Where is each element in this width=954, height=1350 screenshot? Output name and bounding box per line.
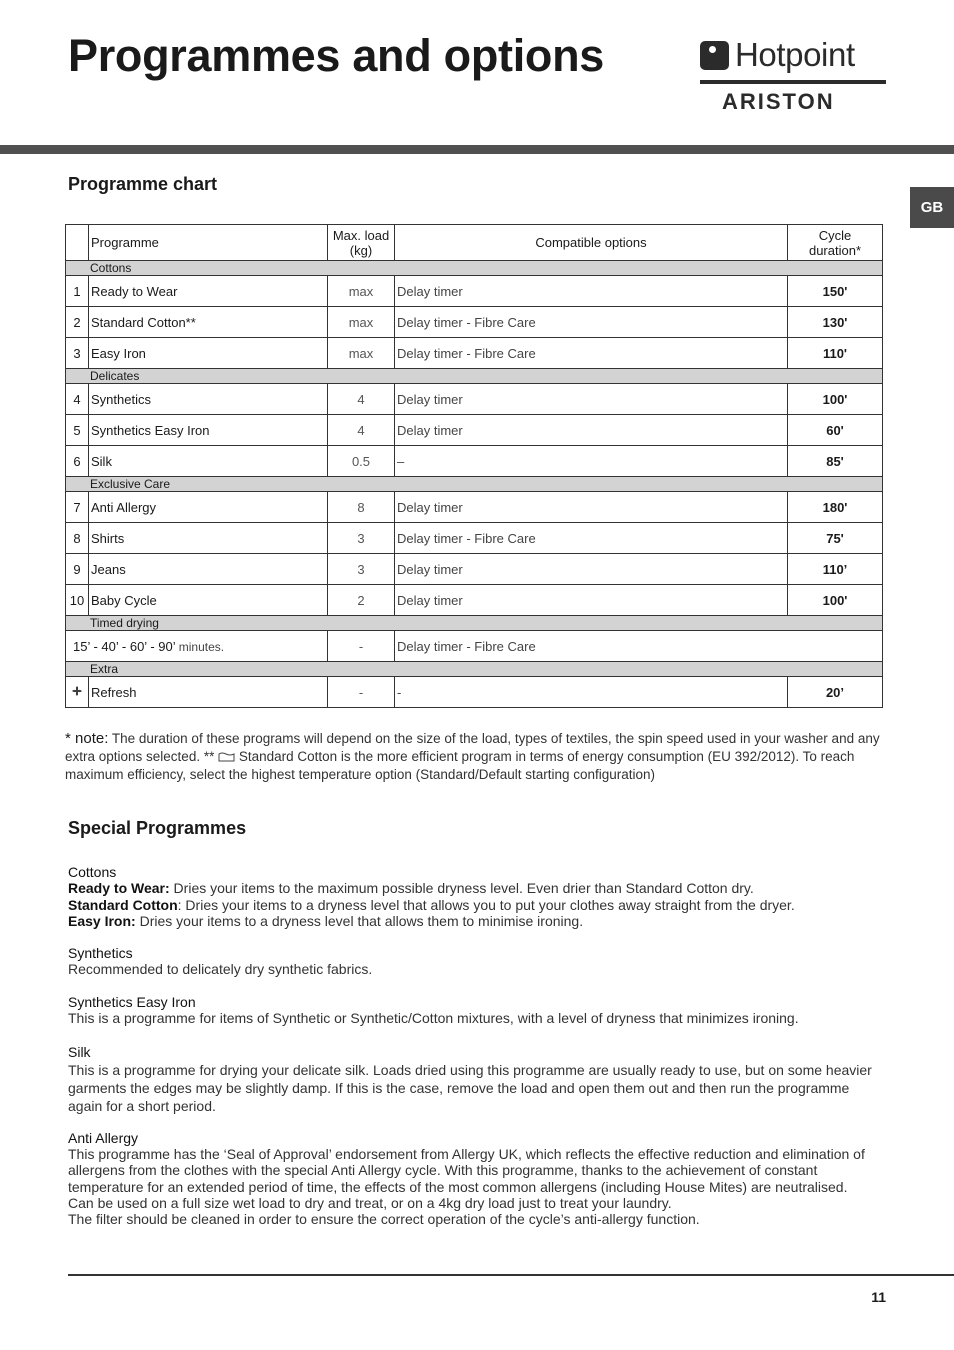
table-row-timed-drying: 15’ - 40’ - 60’ - 90’ minutes. - Delay timer - Fibre Care	[66, 631, 883, 662]
page-title: Programmes and options	[68, 30, 604, 81]
table-row: 1 Ready to Wear max Delay timer 150'	[66, 276, 883, 307]
language-tab: GB	[910, 187, 954, 228]
chart-footnote: * note: The duration of these programs will depend on the size of the load, types of textiles, the spin speed used in your washer and any extra options selected. ** Standard Cotton is the more efficient program in terms of energy consumption (EU 392/2012). To reach maximum efficiency, select the highest temperature option (Standard/Default starting configuration)	[65, 730, 880, 782]
brand-logo	[700, 38, 886, 118]
col-header-duration: Cycle duration*	[788, 225, 883, 261]
section-synthetics: Synthetics	[68, 945, 133, 962]
hotpoint-mark-icon	[700, 41, 729, 70]
logo-ariston-text: ARISTON	[722, 89, 835, 114]
table-row: 7 Anti Allergy 8 Delay timer 180'	[66, 492, 883, 523]
col-header-options: Compatible options	[395, 225, 788, 261]
col-header-load: Max. load (kg)	[328, 225, 395, 261]
table-group-row: Timed drying	[66, 616, 883, 631]
table-row: 3 Easy Iron max Delay timer - Fibre Care 110'	[66, 338, 883, 369]
header-rule	[0, 145, 954, 154]
special-programmes-body	[68, 864, 880, 1227]
programme-chart-heading: Programme chart	[68, 174, 218, 194]
table-row: 9 Jeans 3 Delay timer 110’	[66, 554, 883, 585]
table-group-row: Cottons	[66, 261, 883, 276]
table-row: 2 Standard Cotton** max Delay timer - Fibre Care 130'	[66, 307, 883, 338]
desc-synthetics-easy-iron: This is a programme for items of Synthetic or Synthetic/Cotton mixtures, with a level of dryness that minimizes ironing.	[68, 1010, 799, 1027]
table-header-row	[66, 225, 883, 261]
footer-rule	[68, 1274, 954, 1276]
desc-easy-iron: Easy Iron: Dries your items to a dryness level that allows them to minimise ironing.	[68, 912, 584, 929]
col-header-programme: Programme	[89, 225, 328, 261]
table-group-row: Delicates	[66, 369, 883, 384]
desc-anti-allergy-load: Can be used on a full size wet load to dry and treat, or on a 4kg dry load just to treat your laundry.	[68, 1194, 672, 1211]
section-synthetics-easy-iron: Synthetics Easy Iron	[68, 993, 196, 1010]
programme-table	[65, 224, 883, 708]
standard-cotton-symbol-icon	[218, 751, 235, 762]
page-number: 11	[871, 1289, 886, 1305]
table-row: 10 Baby Cycle 2 Delay timer 100'	[66, 585, 883, 616]
section-anti-allergy: Anti Allergy	[68, 1129, 139, 1146]
desc-silk: This is a programme for drying your delicate silk. Loads dried using this programme are usually ready to use, but on some heavier garments the edges may be slightly damp. If this is the case, remove the load and open them out and then run the programme again for a short period.	[68, 1061, 872, 1114]
table-group-row: Extra	[66, 662, 883, 677]
table-row-refresh: Refresh - - 20’	[66, 677, 883, 708]
section-cottons: Cottons	[68, 864, 117, 880]
special-programmes-heading: Special Programmes	[68, 818, 247, 838]
table-group-row: Exclusive Care	[66, 477, 883, 492]
logo-hotpoint-text: Hotpoint	[735, 36, 855, 73]
desc-ready-to-wear: Ready to Wear: Dries your items to the maximum possible dryness level. Even drier than Standard Cotton dry.	[68, 880, 754, 897]
table-row: 4 Synthetics 4 Delay timer 100'	[66, 384, 883, 415]
desc-anti-allergy: This programme has the ‘Seal of Approval’ endorsement from Allergy UK, which reflects the effective reduction and elimination of allergens from the clothes with the special Anti Allergy cycle. With this programme, thanks to the achievement of constant temperature for an extended period of time, the effects of the most common allergens (including House Mites) are neutralised.	[68, 1145, 865, 1195]
section-silk: Silk	[68, 1044, 91, 1061]
table-row: 6 Silk 0.5 – 85'	[66, 446, 883, 477]
desc-standard-cotton: Standard Cotton: Dries your items to a dryness level that allows you to put your clothes away straight from the dryer.	[68, 896, 795, 913]
table-row: 5 Synthetics Easy Iron 4 Delay timer 60'	[66, 415, 883, 446]
table-row: 8 Shirts 3 Delay timer - Fibre Care 75'	[66, 523, 883, 554]
refresh-fan-icon	[69, 683, 85, 699]
desc-synthetics: Recommended to delicately dry synthetic fabrics.	[68, 961, 373, 978]
desc-anti-allergy-filter: The filter should be cleaned in order to ensure the correct operation of the cycle’s anti-allergy function.	[68, 1211, 700, 1228]
logo-divider	[700, 80, 886, 84]
